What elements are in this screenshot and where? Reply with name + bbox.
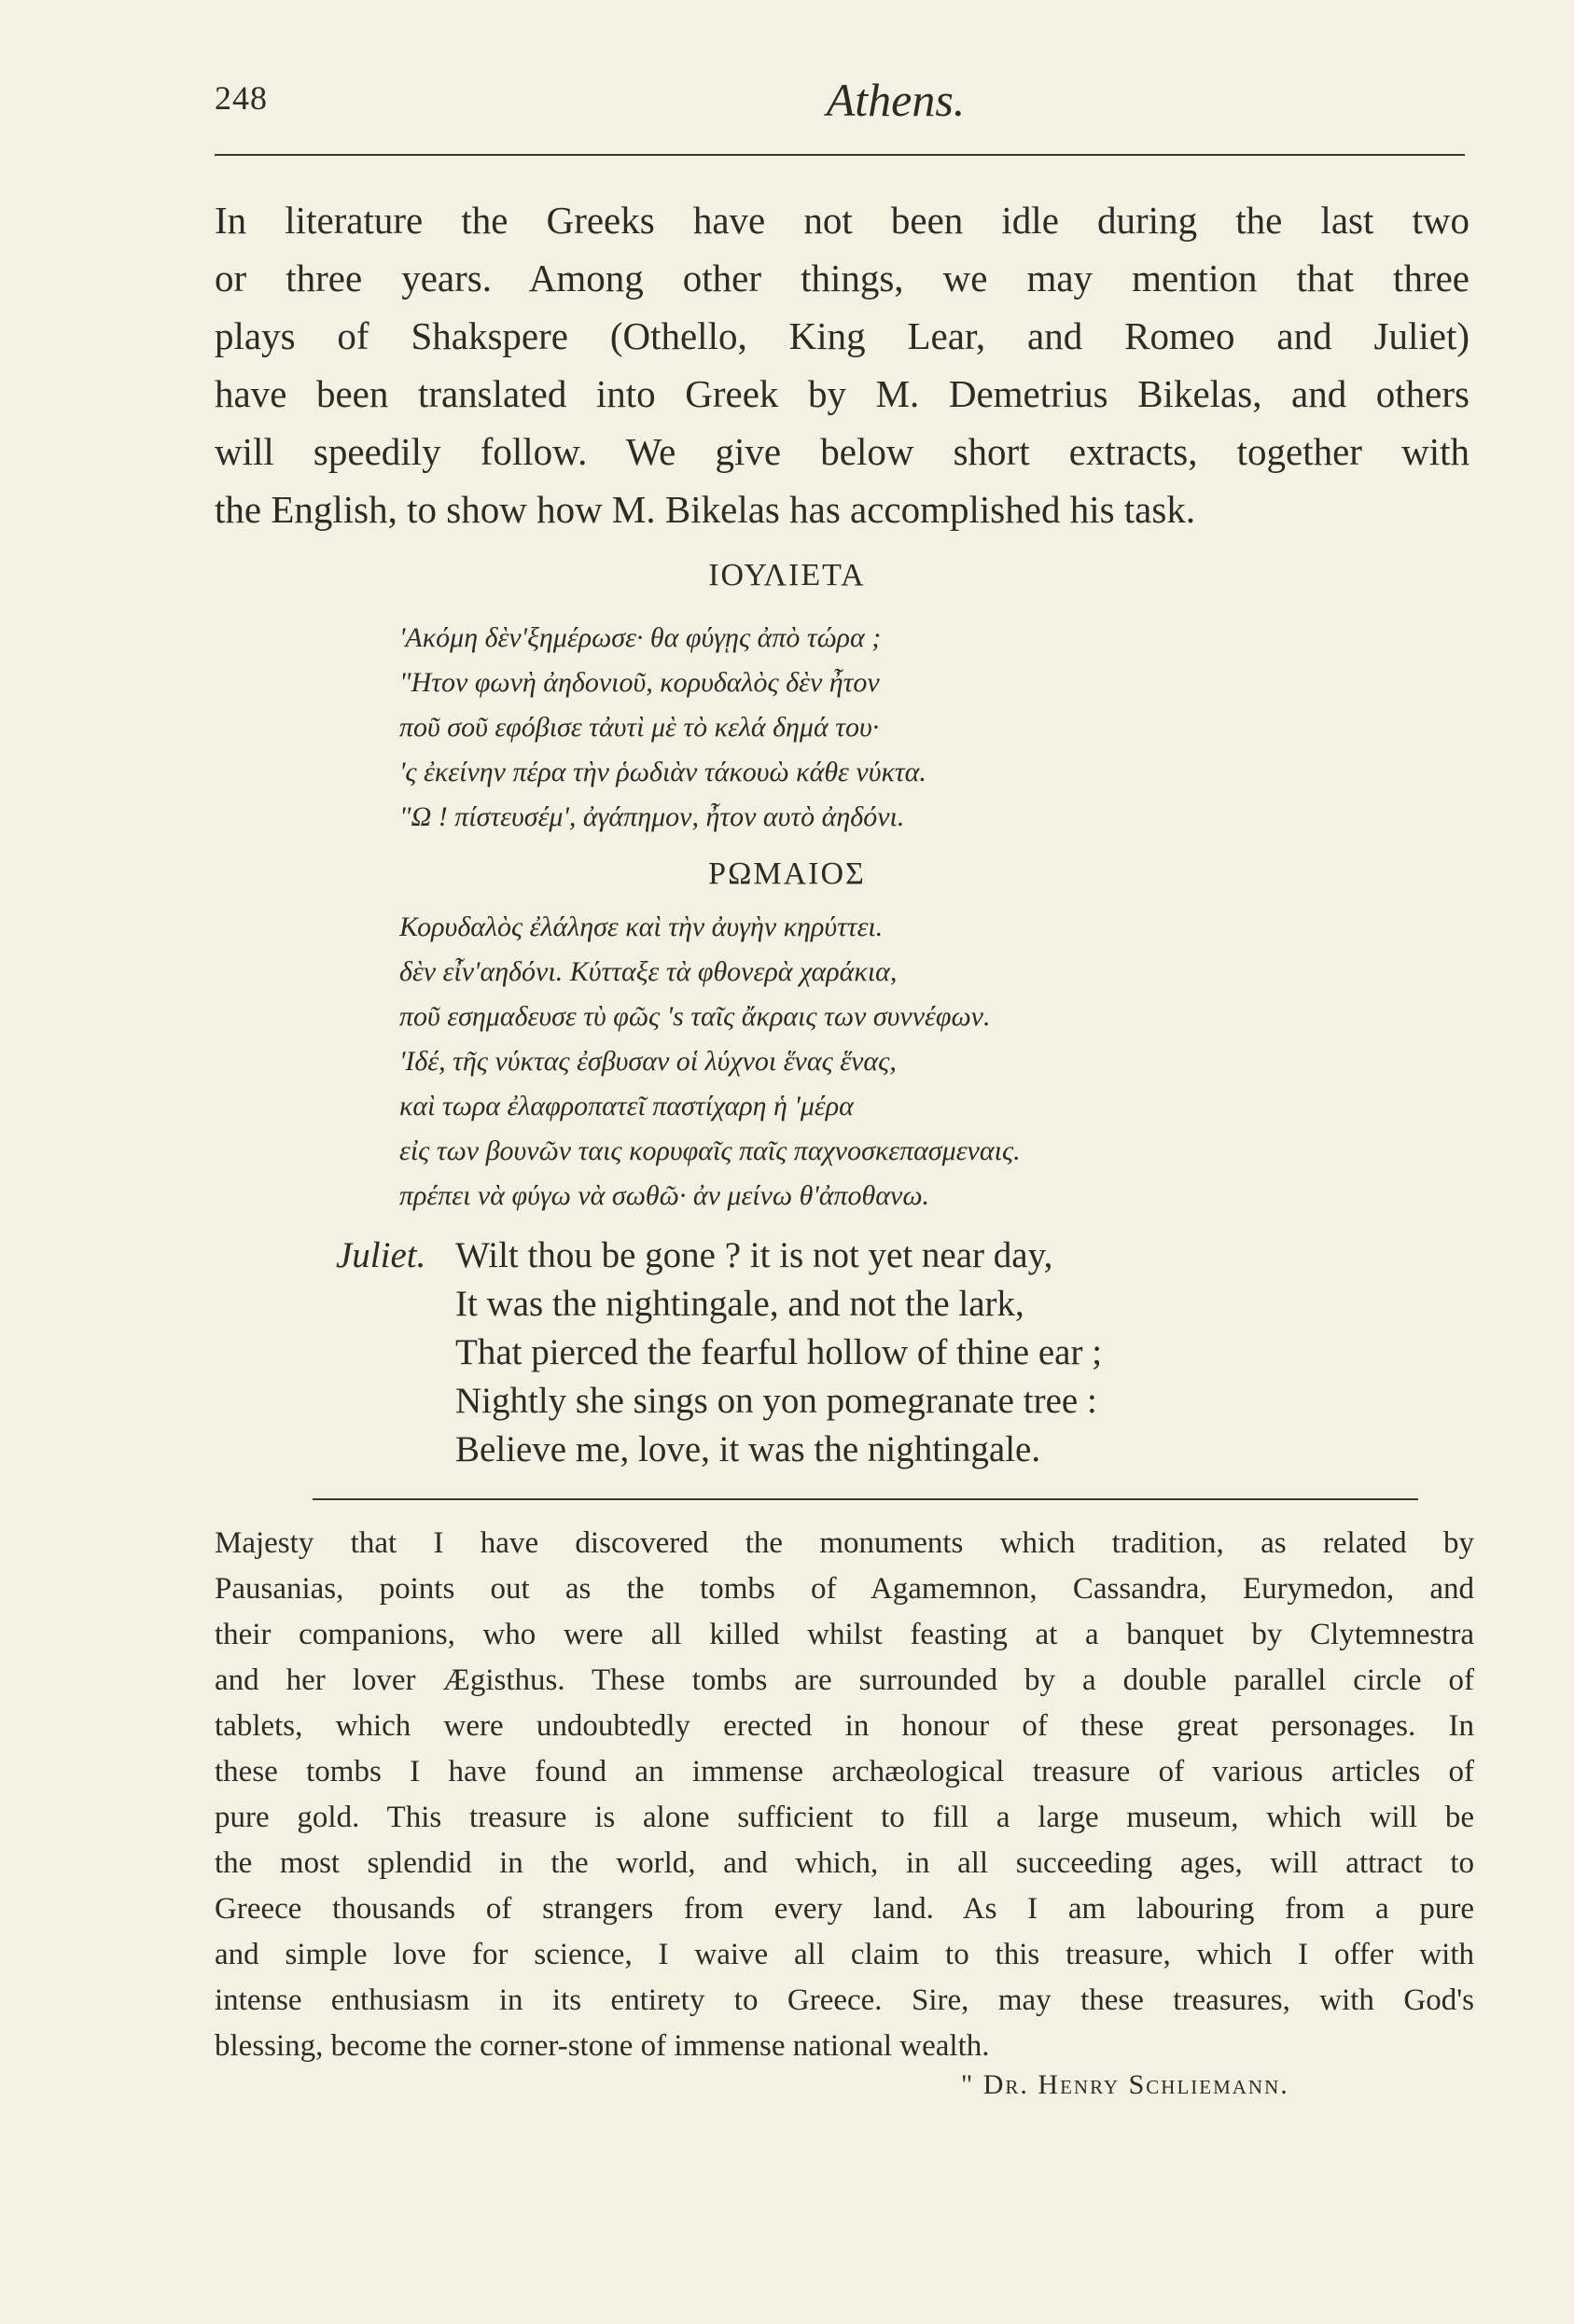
letter-line: Pausanias, points out as the tombs of Agamemnon, Cassandra, Eurymedon, and: [215, 1572, 1474, 1606]
intro-line: have been translated into Greek by M. Demetrius Bikelas, and others: [215, 372, 1470, 415]
english-verse-line: Nightly she sings on yon pomegranate tree :: [455, 1381, 1097, 1421]
romeo-greek-heading: ΡΩΜΑΙΟΣ: [708, 856, 866, 891]
letter-line: their companions, who were all killed whilst feasting at a banquet by Clytemnestra: [215, 1618, 1474, 1651]
intro-line: or three years. Among other things, we may mention that three: [215, 257, 1470, 299]
letter-line: and her lover Ægisthus. These tombs are surrounded by a double parallel circle of: [215, 1663, 1474, 1697]
running-title: Athens.: [826, 74, 966, 126]
greek-verse-line: καὶ τωρα ἐλαφροπατεῖ παστίχαρη ἡ 'μέρα: [399, 1091, 854, 1121]
intro-line: plays of Shakspere (Othello, King Lear, and Romeo and Juliet): [215, 314, 1470, 357]
intro-paragraph: [215, 191, 1470, 538]
greek-verse-line: 'Ιδέ, τῆς νύκτας ἐσβυσαν οἱ λύχνοι ἕνας ἕνας,: [399, 1046, 897, 1077]
letter-line: these tombs I have found an immense archæological treasure of various articles of: [215, 1755, 1474, 1788]
letter-line: the most splendid in the world, and which, in all succeeding ages, will attract to: [215, 1846, 1474, 1880]
letter-line: intense enthusiasm in its entirety to Greece. Sire, may these treasures, with God's: [215, 1983, 1474, 2017]
juliet-greek-heading: ΙΟΥΛΙΕΤΑ: [708, 558, 866, 592]
signature: [961, 2069, 1289, 2101]
intro-line: In literature the Greeks have not been idle during the last two: [215, 199, 1470, 242]
speaker-name: Juliet.: [336, 1235, 426, 1275]
romeo-greek-verse: [399, 905, 1220, 1218]
schliemann-letter: [215, 1521, 1474, 2069]
intro-line: will speedily follow. We give below short extracts, together with: [215, 430, 1470, 473]
english-verse-line: Wilt thou be gone ? it is not yet near day,: [455, 1235, 1053, 1275]
letter-line: and simple love for science, I waive all claim to this treasure, which I offer with: [215, 1938, 1474, 1971]
greek-verse-line: "Ω ! πίστευσέμ', ἀγάπημον, ἦτον αυτὸ ἀηδόνι.: [399, 801, 905, 832]
page-number: 248: [215, 79, 268, 117]
greek-verse-line: ποῦ εσημαδευσε τὺ φῶς 's ταῖς ἄκραις των συννέφων.: [399, 1001, 991, 1032]
greek-verse-line: ποῦ σοῦ εφόβισε τἀυτὶ μὲ τὸ κελά δημά του·: [399, 712, 880, 743]
letter-line: pure gold. This treasure is alone sufficient to fill a large museum, which will be: [215, 1801, 1474, 1834]
signature-text: " Dr. Henry Schliemann.: [961, 2069, 1289, 2100]
letter-line: blessing, become the corner-stone of immense national wealth.: [215, 2029, 990, 2063]
greek-verse-line: 'ς ἐκείνην πέρα τὴν ῥωδιὰν τάκουὼ κάθε νύκτα.: [399, 757, 926, 787]
english-verse-line: It was the nightingale, and not the lark,: [455, 1284, 1024, 1324]
header-rule: [215, 154, 1465, 156]
greek-verse-line: 'Ακόμη δὲν'ξημέρωσε· θα φύγῃς ἀπὸ τώρα ;: [399, 622, 882, 653]
letter-line: Greece thousands of strangers from every land. As I am labouring from a pure: [215, 1892, 1474, 1926]
greek-verse-line: πρέπει νὰ φύγω νὰ σωθῶ· ἀν μείνω θ'ἀποθανω.: [399, 1180, 930, 1211]
letter-line: tablets, which were undoubtedly erected in honour of these great personages. In: [215, 1709, 1474, 1743]
letter-line: Majesty that I have discovered the monuments which tradition, as related by: [215, 1526, 1474, 1560]
page-header: [215, 73, 1465, 138]
greek-verse-line: "Ητον φωνὴ ἀηδονιοῦ, κορυδαλὸς δὲν ἦτον: [399, 667, 880, 698]
english-verse-line: Believe me, love, it was the nightingale.: [455, 1429, 1041, 1469]
section-rule: [313, 1498, 1418, 1500]
juliet-greek-verse: [399, 616, 1220, 840]
greek-verse-line: δὲν εἶν'αηδόνι. Κύτταξε τὰ φθονερὰ χαράκια,: [399, 956, 898, 987]
english-verse: [336, 1232, 1269, 1474]
intro-line: the English, to show how M. Bikelas has accomplished his task.: [215, 488, 1196, 531]
greek-verse-line: Κορυδαλὸς ἐλάλησε καὶ τὴν ἀυγὴν κηρύττει.: [399, 912, 884, 942]
english-verse-line: That pierced the fearful hollow of thine ear ;: [455, 1332, 1103, 1372]
greek-verse-line: εἰς των βουνῶν ταις κορυφαῖς παῖς παχνοσκεπασμεναις.: [399, 1135, 1021, 1166]
